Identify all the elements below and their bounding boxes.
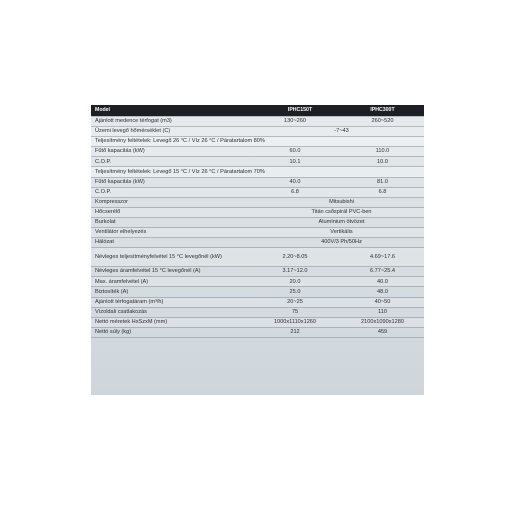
row-value-iphc300t: 110 [341,307,424,317]
row-value-iphc150t: 60.0 [259,147,341,157]
table-row [91,277,424,287]
table-row [91,117,424,127]
row-label: Hőcserélő [91,207,259,217]
table-row [91,207,424,217]
table-row [91,157,424,167]
row-label: Nettó méretek HxSzxM (mm) [91,317,259,327]
row-label: Teljesítmény feltételek: Levegő 15 °C / Víz 26 °C / Páratartalom 70% [91,167,424,177]
row-value-iphc300t: 40.0 [341,277,424,287]
row-value-iphc150t: 2.20~8.05 [259,248,341,267]
table-row [91,297,424,307]
row-shared-value: Vertikális [259,228,424,238]
row-value-iphc150t: 75 [259,307,341,317]
row-shared-value: Mitsubishi [259,197,424,207]
row-value-iphc300t: 40~50 [341,297,424,307]
row-label: C.O.P. [91,187,259,197]
table-row [91,228,424,238]
table-row [91,177,424,187]
row-label: Fűtő kapacitás (kW) [91,177,259,187]
row-value-iphc150t: 10.1 [259,157,341,167]
row-label: Ajánlott térfogatáram (m³/h) [91,297,259,307]
table-row [91,217,424,227]
row-label: Teljesítmény feltételek: Levegő 26 °C / Víz 26 °C / Páratartalom 80% [91,137,424,147]
row-value-iphc300t: 459 [341,327,424,337]
row-shared-value: 400V/3 Ph/50Hz [259,238,424,248]
row-value-iphc150t: 3.17~12.0 [259,267,341,277]
row-value-iphc300t: 81.0 [341,177,424,187]
row-value-iphc150t: 20.0 [259,277,341,287]
row-shared-value: Titán csőspirál PVC-ben [259,207,424,217]
row-label: C.O.P. [91,157,259,167]
row-value-iphc300t: 4.69~17.6 [341,248,424,267]
row-value-iphc150t: 20~25 [259,297,341,307]
row-label: Kompresszor [91,197,259,207]
header-model-b: IPHC300T [341,105,424,117]
row-label: Névleges teljesítményfelvétel 15 °C levegőnél (kW) [91,248,259,267]
row-label: Üzemi levegő hőmérséklet (C) [91,127,259,137]
row-value-iphc300t: 6.8 [341,187,424,197]
row-label: Biztosíték (A) [91,287,259,297]
table-row [91,197,424,207]
table-body [91,117,424,338]
table-row [91,267,424,277]
row-value-iphc150t: 212 [259,327,341,337]
header-model: Model [91,105,259,117]
table-row [91,137,424,147]
row-label: Vízoldali csatlakozás [91,307,259,317]
row-value-iphc300t: 48.0 [341,287,424,297]
table-row [91,307,424,317]
table-row [91,317,424,327]
table-header-row [91,105,424,117]
row-label: Ajánlott medence térfogat (m3) [91,117,259,127]
table-row [91,248,424,267]
row-value-iphc150t: 25.0 [259,287,341,297]
row-label: Névleges áramfelvétel 15 °C levegőnél (A) [91,267,259,277]
row-label: Ventilátor elhelyezés [91,228,259,238]
header-model-a: IPHC150T [259,105,341,117]
row-shared-value: Alumínium ötvözet [259,217,424,227]
row-label: Burkolat [91,217,259,227]
row-value-iphc300t: 110.0 [341,147,424,157]
row-value-iphc150t: 130~260 [259,117,341,127]
table-row [91,327,424,337]
row-value-iphc300t: 2100x1090x1280 [341,317,424,327]
spec-table [91,105,424,338]
table-row [91,147,424,157]
row-value-iphc150t: 40.0 [259,177,341,187]
table-row [91,187,424,197]
row-label: Max. áramfelvétel (A) [91,277,259,287]
row-value-iphc150t: 6.8 [259,187,341,197]
table-row [91,127,424,137]
row-label: Nettó súly (kg) [91,327,259,337]
row-value-iphc150t: 1000x1110x1260 [259,317,341,327]
table-row [91,287,424,297]
row-shared-value: -7~43 [259,127,424,137]
row-label: Fűtő kapacitás (kW) [91,147,259,157]
row-value-iphc300t: 10.0 [341,157,424,167]
spec-sheet [91,105,424,395]
table-row [91,238,424,248]
row-label: Hálózat [91,238,259,248]
row-value-iphc300t: 260~520 [341,117,424,127]
table-row [91,167,424,177]
row-value-iphc300t: 6.77~25.4 [341,267,424,277]
